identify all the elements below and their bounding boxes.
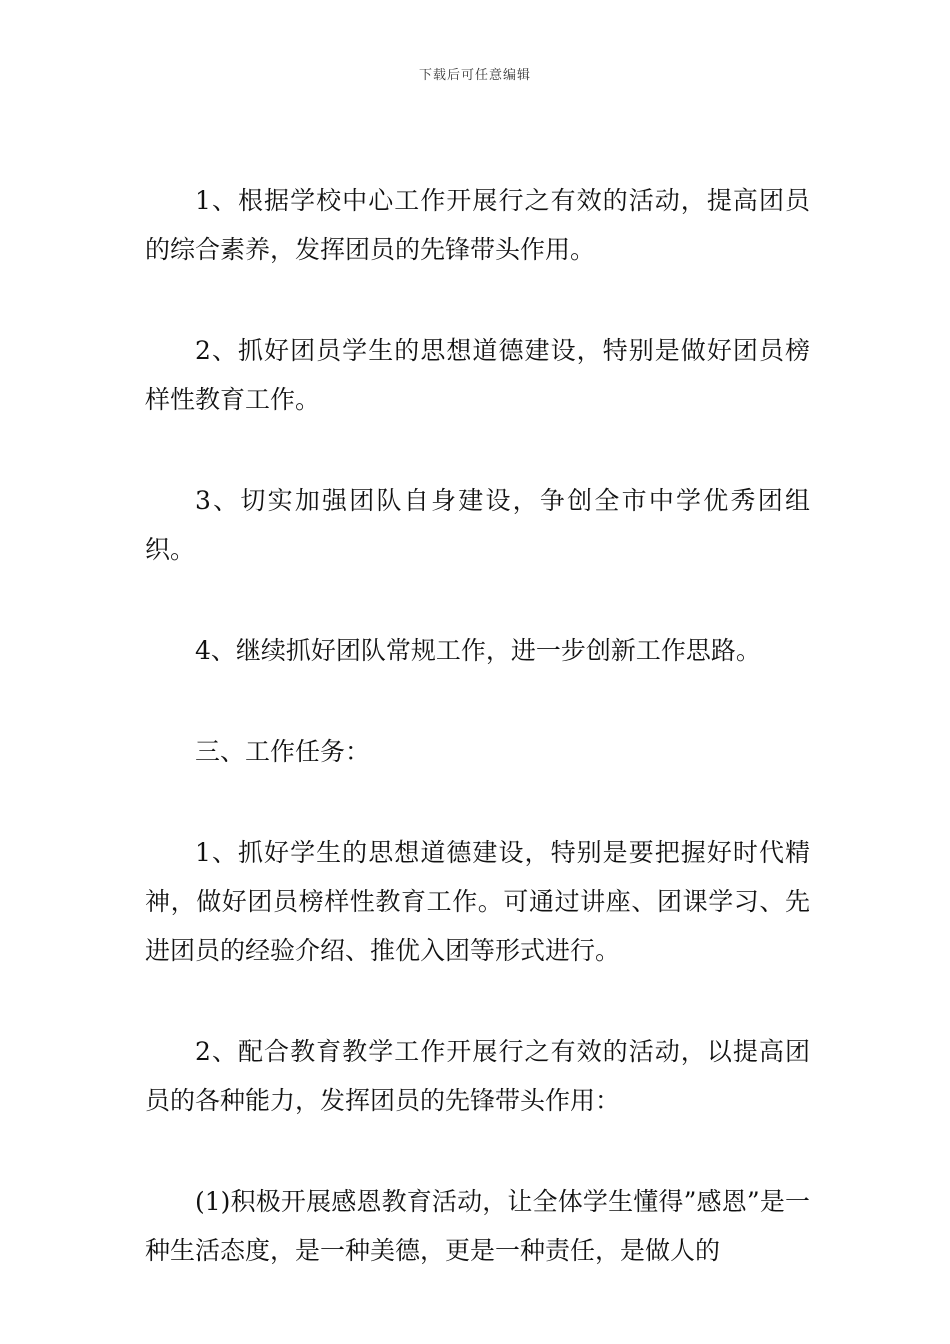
section-heading-tasks: 三、工作任务： xyxy=(195,737,371,766)
paragraph-task-2: 2、配合教育教学工作开展行之有效的活动，以提高团员的各种能力，发挥团员的先锋带头作用： xyxy=(145,1037,810,1115)
paragraph-task-2-sub-1: (1)积极开展感恩教育活动，让全体学生懂得”感恩”是一种生活态度，是一种美德，更是一种责任，是做人的 xyxy=(145,1187,810,1265)
paragraph-goal-4: 4、继续抓好团队常规工作，进一步创新工作思路。 xyxy=(195,636,761,665)
paragraph-task-1: 1、抓好学生的思想道德建设，特别是要把握好时代精神，做好团员榜样性教育工作。可通过讲座、团课学习、先进团员的经验介绍、推优入团等形式进行。 xyxy=(145,838,810,965)
paragraph-goal-2: 2、抓好团员学生的思想道德建设，特别是做好团员榜样性教育工作。 xyxy=(145,336,810,414)
paragraph-goal-1: 1、根据学校中心工作开展行之有效的活动，提高团员的综合素养，发挥团员的先锋带头作用。 xyxy=(145,186,810,264)
document-body xyxy=(145,176,810,1327)
paragraph-goal-3: 3、切实加强团队自身建设，争创全市中学优秀团组织。 xyxy=(145,486,810,564)
page-header: 下载后可任意编辑 xyxy=(418,68,531,83)
